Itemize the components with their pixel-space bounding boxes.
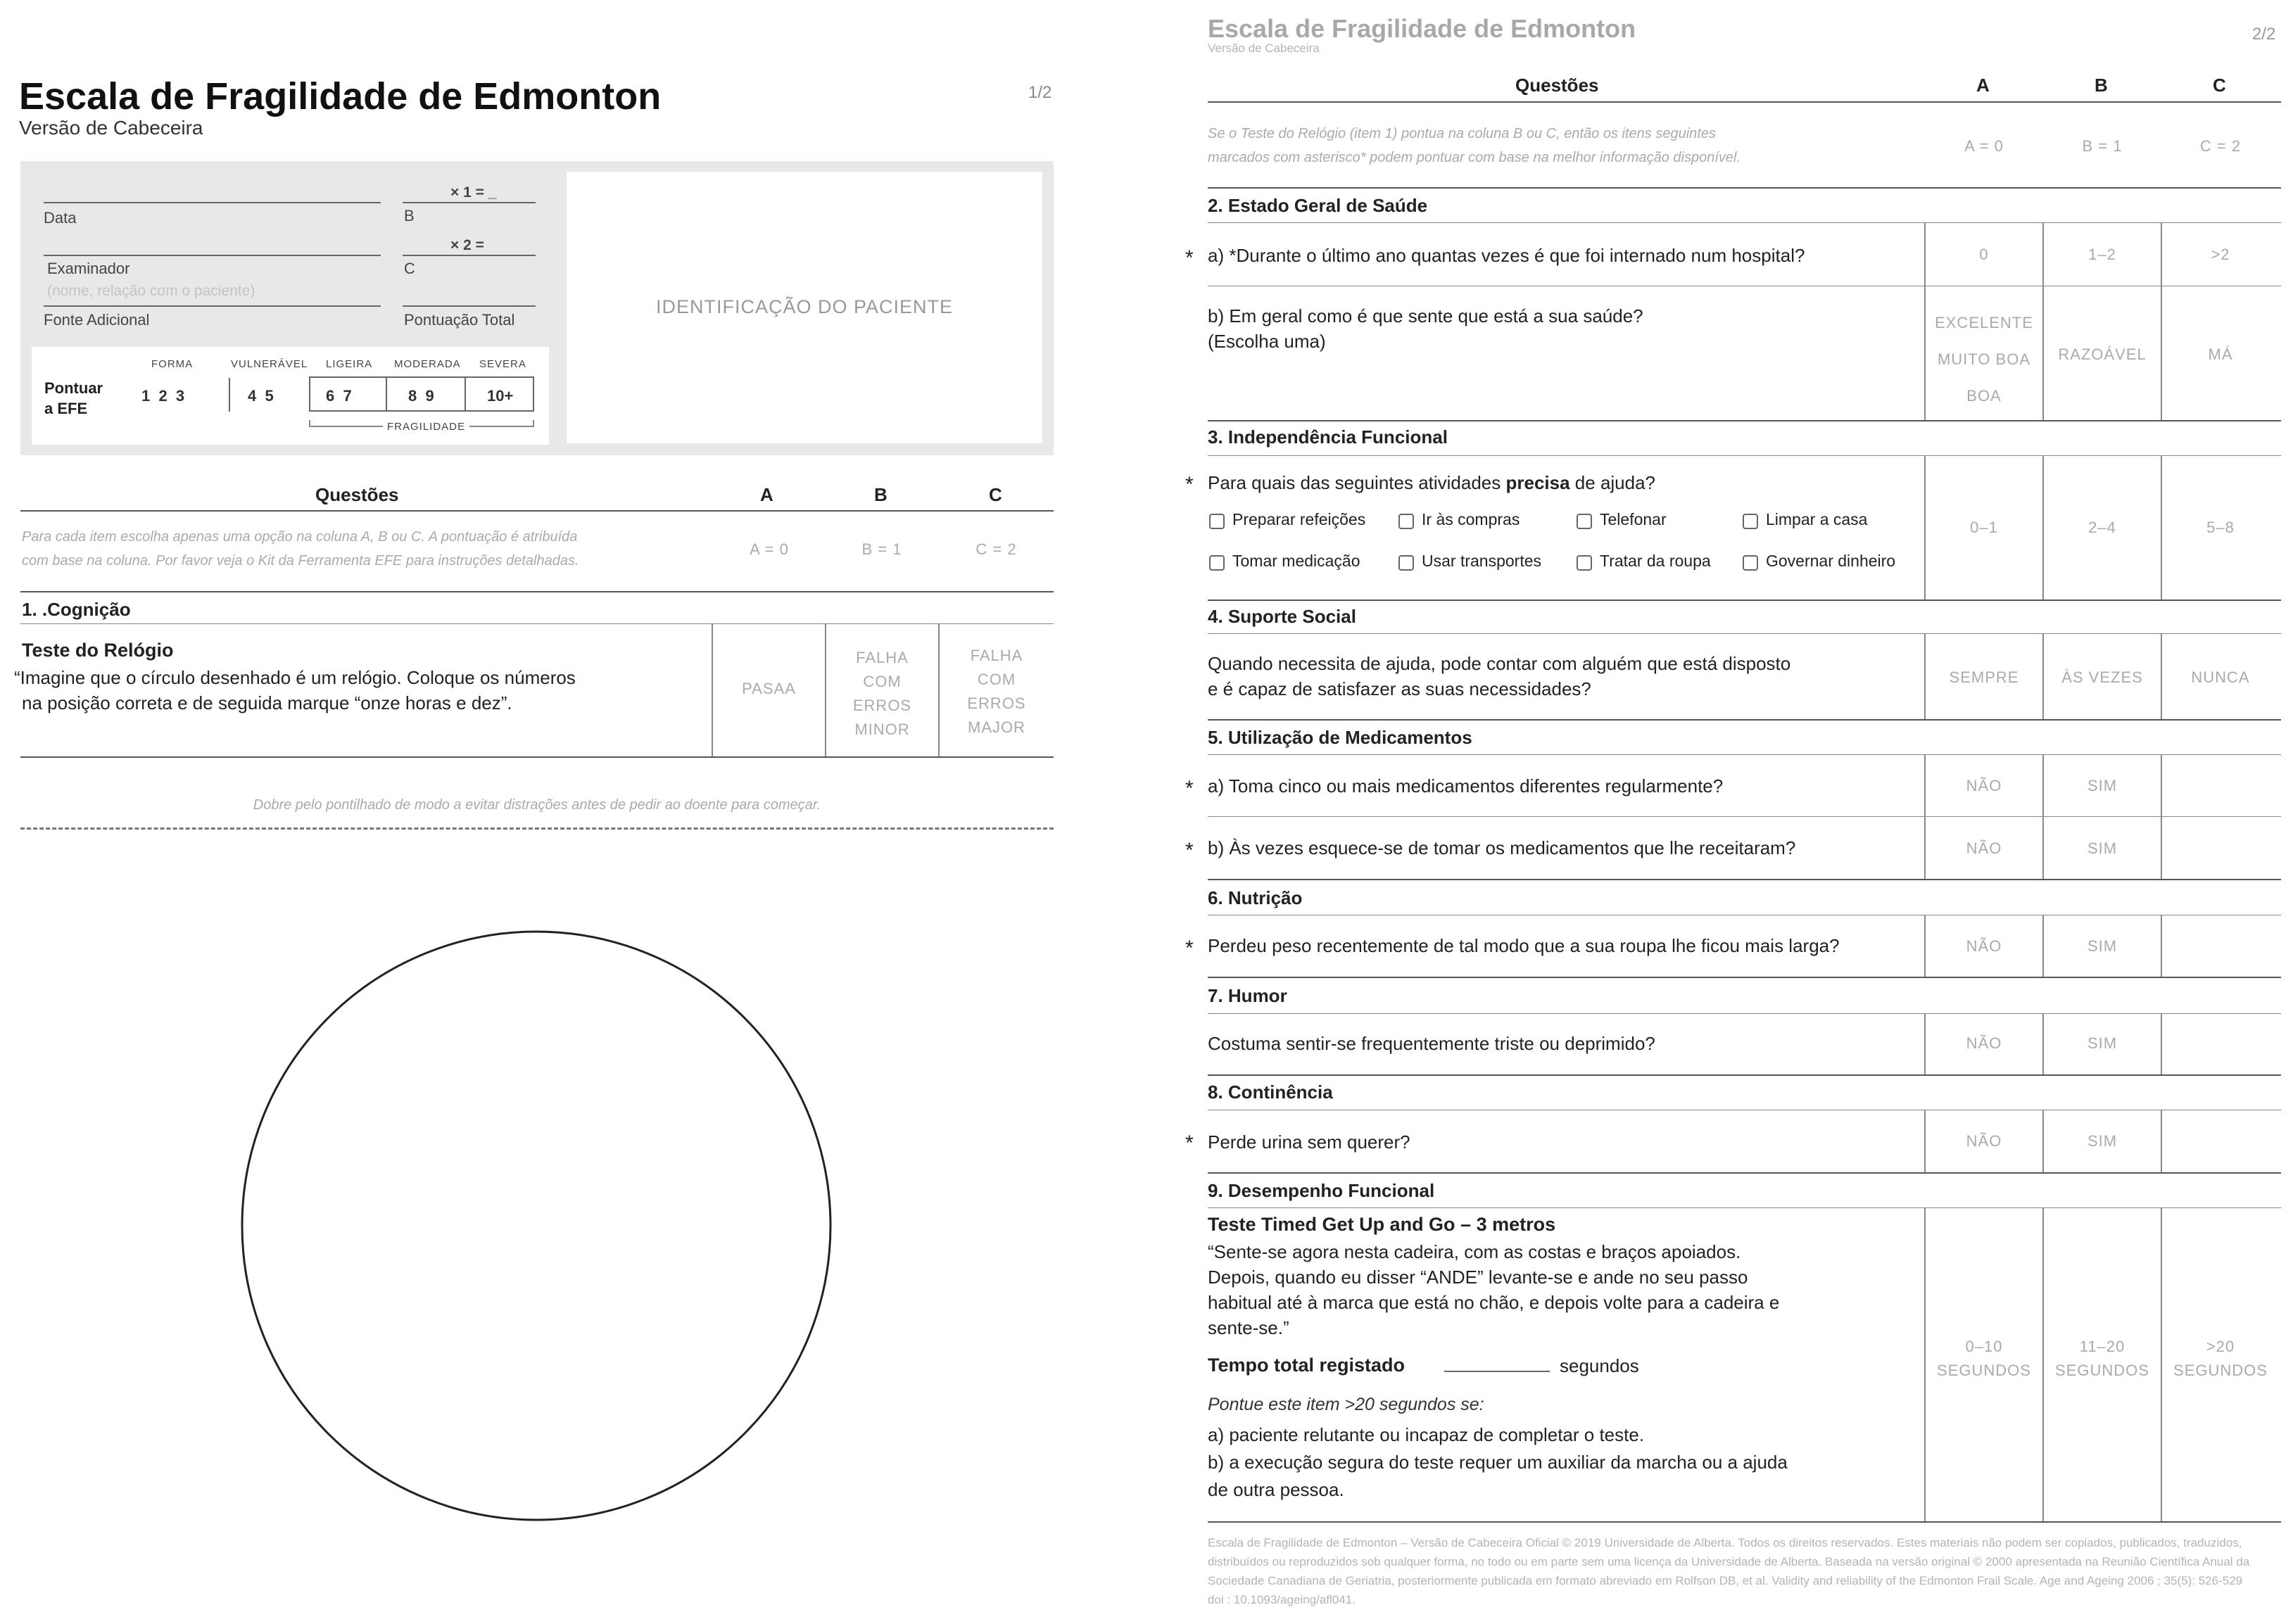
clock-option-b[interactable] [826,646,938,742]
section-8-title: 8. Continência [1208,1081,1333,1103]
s2-qa-option-a[interactable]: 0 [1979,246,1989,263]
clock-b-line2: COM [863,673,902,690]
score-label-line2: a EFE [44,400,88,417]
col-a-divider [1924,222,1926,420]
s9-b-value: 11–20 [2079,1338,2125,1355]
p2-column-c-header: C [2213,75,2226,96]
col-b-divider [2042,455,2044,600]
section-4-bottom-rule [1208,719,2281,721]
section-7-bottom-rule [1208,1074,2281,1076]
multiplier-1: × 1 = _ [450,184,497,201]
questions-header: Questões [315,484,399,505]
total-score-label: Pontuação Total [404,311,515,329]
section-2-title: 2. Estado Geral de Saúde [1208,195,1428,216]
time-recorded-field[interactable] [1444,1371,1550,1372]
column-b-header: B [874,484,887,505]
page2-subtitle: Versão de Cabeceira [1208,42,1320,55]
s9-option-b[interactable] [2044,1335,2161,1383]
section-6-bottom-rule [1208,977,2281,978]
col-a-divider [1924,915,1926,977]
section-7-title: 7. Humor [1208,985,1287,1006]
s8-question: Perde urina sem querer? [1208,1131,1410,1153]
s2-qb-excelente: EXCELENTE [1935,314,2033,331]
col-a-divider [1924,1207,1926,1521]
s4-option-b[interactable]: ÀS VEZES [2061,668,2143,686]
column-a-header: A [760,484,773,505]
checkbox-ir-as-compras[interactable] [1398,514,1414,529]
clock-test-instructions [14,665,711,716]
score-a: A = 0 [750,540,789,558]
col-c-divider [2161,1207,2162,1521]
checkbox-limpar-a-casa[interactable] [1743,514,1758,529]
s8-option-b[interactable]: SIM [2087,1132,2118,1150]
s3-question [1208,470,1655,495]
col-b-divider [2042,1013,2044,1074]
checkbox-preparar-refeicoes[interactable] [1209,514,1225,529]
copyright-footer: Escala de Fragilidade de Edmonton – Versão de Cabeceira Oficial © 2019 Universidade de Alberta. Todos os direitos reservados. Estes materiais não podem ser copiados, publicados, traduzidos, distribuídos ou reproduzidos sob qualquer forma, no todo ou em parte sem uma licença da Universidade de Alberta. Baseada na versão original © 2000 apresentada na Reunião Científica Anual da Sociedade Canadiana de Geriatria, posteriormente publicada em formato abreviado em Rolfson DB, et al. Validity and reliability of the Edmonton Frail Scale. Age and Ageing 2006 ; 35(5): 526-529 doi : 10.1093/ageing/afl041. [1208,1536,2250,1606]
s5-qb-option-b[interactable]: SIM [2087,839,2118,857]
p2-column-a-header: A [1976,75,1990,96]
s9-a-value: 0–10 [1965,1338,2003,1355]
s4-option-a[interactable]: SEMPRE [1949,668,2019,686]
clock-b-line4: MINOR [854,721,910,738]
option-tomar-medicacao: Tomar medicação [1232,552,1360,570]
col-b-divider [2042,1110,2044,1172]
checkbox-tratar-da-roupa[interactable] [1577,555,1592,571]
p2-note-line2: marcados com asterisco* podem pontuar com base na melhor informação disponível. [1208,150,1741,165]
score-group-1-3: 1 2 3 [141,387,185,405]
section-1-title: 1. .Cognição [22,599,131,620]
s4-question [1208,651,1912,702]
s2-qb-option-b[interactable]: RAZOÁVEL [2058,345,2147,363]
s2-qa-option-b[interactable]: 1–2 [2088,246,2116,263]
tug-line1: “Sente-se agora nesta cadeira, com as costas e braços apoiados. [1208,1241,1741,1262]
asterisk-marker: * [1185,473,1194,496]
tug-instructions [1208,1239,1912,1340]
option-limpar-a-casa: Limpar a casa [1766,510,1868,528]
category-moderada: MODERADA [394,358,461,370]
total-field-line[interactable] [403,305,536,307]
score-group-10: 10+ [487,387,514,405]
asterisk-marker: * [1185,1131,1194,1155]
option-telefonar: Telefonar [1600,510,1667,528]
header-rule [20,510,1054,512]
fold-line [20,827,1054,830]
s6-question: Perdeu peso recentemente de tal modo que a sua roupa lhe ficou mais larga? [1208,935,1840,956]
col-b-divider [2042,754,2044,879]
score-c: C = 2 [975,540,1017,558]
section-5-title: 5. Utilização de Medicamentos [1208,727,1472,748]
col-a-divider [1924,1013,1926,1074]
page2-title: Escala de Fragilidade de Edmonton [1208,14,1636,43]
s5-mid-rule [1208,816,2281,817]
section-9-bottom-rule [1208,1521,2281,1523]
section-4-rule [1208,633,2281,634]
s2-question-b [1208,303,1912,354]
section-6-title: 6. Nutrição [1208,887,1303,908]
s9-c-value: >20 [2206,1338,2235,1355]
option-governar-dinheiro: Governar dinheiro [1766,552,1896,570]
clock-option-a[interactable]: PASAA [742,680,796,697]
clock-test-title: Teste do Relógio [22,640,174,661]
col-b-divider [2042,222,2044,420]
col-a-divider [1924,455,1926,600]
s8-option-a[interactable]: NÃO [1966,1132,2002,1150]
col-c-divider [2161,633,2162,719]
clock-c-line1: FALHA [970,647,1023,664]
s6-option-b[interactable]: SIM [2087,937,2118,955]
s3-question-bold: precisa [1505,472,1570,493]
clock-c-line2: COM [977,671,1016,688]
asterisk-marker: * [1185,246,1194,269]
fragility-label: FRAGILIDADE [383,421,469,433]
p2-note-line1: Se o Teste do Relógio (item 1) pontua na coluna B ou C, então os itens seguintes [1208,126,1716,141]
s7-option-b[interactable]: SIM [2087,1034,2118,1052]
s6-option-a[interactable]: NÃO [1966,937,2002,955]
tug-rule-b: b) a execução segura do teste requer um auxiliar da marcha ou a ajuda [1208,1452,1788,1473]
tug-test-title: Teste Timed Get Up and Go – 3 metros [1208,1214,1556,1235]
section-3-rule [1208,455,2281,456]
score-b: B = 1 [861,540,902,558]
section-9-title: 9. Desempenho Funcional [1208,1180,1435,1201]
category-vulneravel: VULNERÁVEL [231,358,308,370]
p2-note [1208,122,1912,170]
section-3-title: 3. Independência Funcional [1208,426,1448,448]
checkbox-governar-dinheiro[interactable] [1743,555,1758,571]
score-group-6-7: 6 7 [326,387,352,405]
asterisk-marker: * [1185,777,1194,800]
s9-b-unit: SEGUNDOS [2055,1362,2149,1379]
source-label: Fonte Adicional [44,311,150,329]
score-group-4-5: 4 5 [248,387,274,405]
tug-rules [1208,1421,1912,1504]
col-c-divider [2161,754,2162,879]
p2-score-a: A = 0 [1964,137,2004,155]
s5-qa-option-a[interactable]: NÃO [1966,777,2002,794]
asterisk-marker: * [1185,937,1194,960]
page1-subtitle: Versão de Cabeceira [19,117,203,139]
date-field-line[interactable] [44,202,381,203]
score-label-line1: Pontuar [44,379,103,397]
score-group-8-9: 8 9 [408,387,434,405]
section-2-rule [1208,222,2281,223]
s5-qb-option-a[interactable]: NÃO [1966,839,2002,857]
s9-a-unit: SEGUNDOS [1937,1362,2031,1379]
s2-qb-muito-boa: MUITO BOA [1937,350,2031,368]
col-c-divider [2161,915,2162,977]
score-divider [229,378,230,412]
tug-rule-b-cont: de outra pessoa. [1208,1479,1344,1500]
col-a-divider [1924,754,1926,879]
section-5-bottom-rule [1208,879,2281,880]
option-ir-as-compras: Ir às compras [1422,510,1520,528]
section-2-bottom-rule [1208,420,2281,421]
section-5-rule [1208,754,2281,755]
section-1-bottom-rule [20,756,1054,758]
s7-question: Costuma sentir-se frequentemente triste ou deprimido? [1208,1033,1655,1054]
s4-option-c[interactable]: NUNCA [2191,668,2250,686]
s2-qb-line2: (Escolha uma) [1208,331,1326,352]
section-8-bottom-rule [1208,1172,2281,1174]
p2-score-b: B = 1 [2082,137,2123,155]
intro-note [22,525,719,573]
s2-qb-boa: BOA [1966,387,2002,405]
section-9-rule [1208,1207,2281,1208]
section-7-rule [1208,1013,2281,1014]
s3-option-a[interactable]: 0–1 [1970,519,1998,536]
fold-note: Dobre pelo pontilhado de modo a evitar distrações antes de pedir ao doente para começar. [253,797,821,813]
col-c-divider [2161,455,2162,600]
section-3-bottom-rule [1208,600,2281,601]
tug-rule-a: a) paciente relutante ou incapaz de completar o teste. [1208,1424,1645,1445]
col-a-divider [1924,1110,1926,1172]
source-field-line[interactable] [44,305,381,307]
s5-question-b: b) Às vezes esquece-se de tomar os medicamentos que lhe receitaram? [1208,837,1796,858]
s2-question-a: a) *Durante o último ano quantas vezes é que foi internado num hospital? [1208,245,1805,266]
c-label: C [404,260,415,277]
clock-b-line1: FALHA [856,649,909,666]
clock-test-line2: na posição correta e de seguida marque “onze horas e dez”. [22,692,512,713]
s2-qb-option-c[interactable]: MÁ [2208,345,2233,363]
multiplier-2: × 2 = [450,237,484,253]
tug-line2: Depois, quando eu disser “ANDE” levante-se e ande no seu passo [1208,1267,1748,1288]
p2-intro-rule [1208,187,2281,189]
section-1-rule [20,623,1054,624]
checkbox-telefonar[interactable] [1577,514,1592,529]
asterisk-marker: * [1185,839,1194,862]
intro-rule [20,591,1054,592]
clock-face-circle[interactable] [239,929,833,1523]
patient-id-label: IDENTIFICAÇÃO DO PACIENTE [655,296,954,317]
tug-line3: habitual até à marca que está no chão, e depois volte para a cadeira e [1208,1292,1780,1313]
source-placeholder: (nome, relação com o paciente) [47,283,255,299]
option-usar-transportes: Usar transportes [1422,552,1542,570]
s7-option-a[interactable]: NÃO [1966,1034,2002,1052]
tug-rule-intro: Pontue este item >20 segundos se: [1208,1395,1484,1414]
s2-qb-option-a[interactable] [1926,305,2042,414]
s5-question-a: a) Toma cinco ou mais medicamentos diferentes regularmente? [1208,775,1724,797]
col-a-divider [1924,633,1926,719]
page1-number: 1/2 [1028,83,1052,102]
clock-option-c[interactable] [940,644,1054,740]
p2-questions-header: Questões [1515,75,1599,96]
category-ligeira: LIGEIRA [326,358,373,370]
s4-question-line1: Quando necessita de ajuda, pode contar com alguém que está disposto [1208,653,1791,674]
clock-c-line4: MAJOR [968,718,1025,736]
s9-c-unit: SEGUNDOS [2173,1362,2268,1379]
col-c-divider [2161,222,2162,420]
page2-number: 2/2 [2252,25,2276,44]
intro-note-line2: com base na coluna. Por favor veja o Kit da Ferramenta EFE para instruções detalhadas. [22,553,579,569]
tug-line4: sente-se.” [1208,1317,1289,1338]
col-c-divider [2161,1013,2162,1074]
score-scale-box [32,347,549,445]
seconds-label: segundos [1560,1355,1639,1376]
patient-id-box[interactable] [567,172,1042,443]
b-field-line[interactable] [403,202,536,203]
option-tratar-da-roupa: Tratar da roupa [1600,552,1711,570]
col-b-divider [2042,633,2044,719]
s2-qb-line1: b) Em geral como é que sente que está a sua saúde? [1208,305,1643,326]
s3-question-post: de ajuda? [1569,472,1656,493]
checkbox-usar-transportes[interactable] [1398,555,1414,571]
s9-option-c[interactable] [2162,1335,2279,1383]
s3-question-pre: Para quais das seguintes atividades [1208,472,1506,493]
s2-qa-option-c[interactable]: >2 [2211,246,2230,263]
s9-option-a[interactable] [1926,1335,2042,1383]
intro-note-line1: Para cada item escolha apenas uma opção na coluna A, B ou C. A pontuação é atribuída [22,529,578,545]
s5-qa-option-b[interactable]: SIM [2087,777,2118,794]
c-field-line[interactable] [403,255,536,256]
date-label: Data [44,209,77,227]
column-c-header: C [989,484,1002,505]
col-b-divider [2042,1207,2044,1521]
category-severa: SEVERA [479,358,526,370]
clock-test-line1: “Imagine que o círculo desenhado é um relógio. Coloque os números [14,667,576,688]
option-preparar-refeicoes: Preparar refeições [1232,510,1366,528]
b-label: B [404,207,415,224]
s3-option-b[interactable]: 2–4 [2088,519,2116,536]
clock-b-line3: ERROS [852,697,912,714]
score-label [44,378,103,419]
section-4-title: 4. Suporte Social [1208,606,1356,627]
p2-column-b-header: B [2095,75,2108,96]
s3-option-c[interactable]: 5–8 [2206,519,2235,536]
examiner-field-line[interactable] [44,255,381,256]
s4-question-line2: e é capaz de satisfazer as suas necessidades? [1208,678,1591,699]
p2-score-c: C = 2 [2199,137,2242,155]
time-recorded-label: Tempo total registado [1208,1355,1406,1376]
examiner-label: Examinador [47,260,130,277]
col-c-divider [2161,1110,2162,1172]
category-forma: FORMA [151,358,194,370]
clock-c-line3: ERROS [967,694,1026,712]
col-b-divider [2042,915,2044,977]
checkbox-tomar-medicacao[interactable] [1209,555,1225,571]
page1-title: Escala de Fragilidade de Edmonton [19,75,662,118]
p2-header-rule [1208,101,2281,103]
